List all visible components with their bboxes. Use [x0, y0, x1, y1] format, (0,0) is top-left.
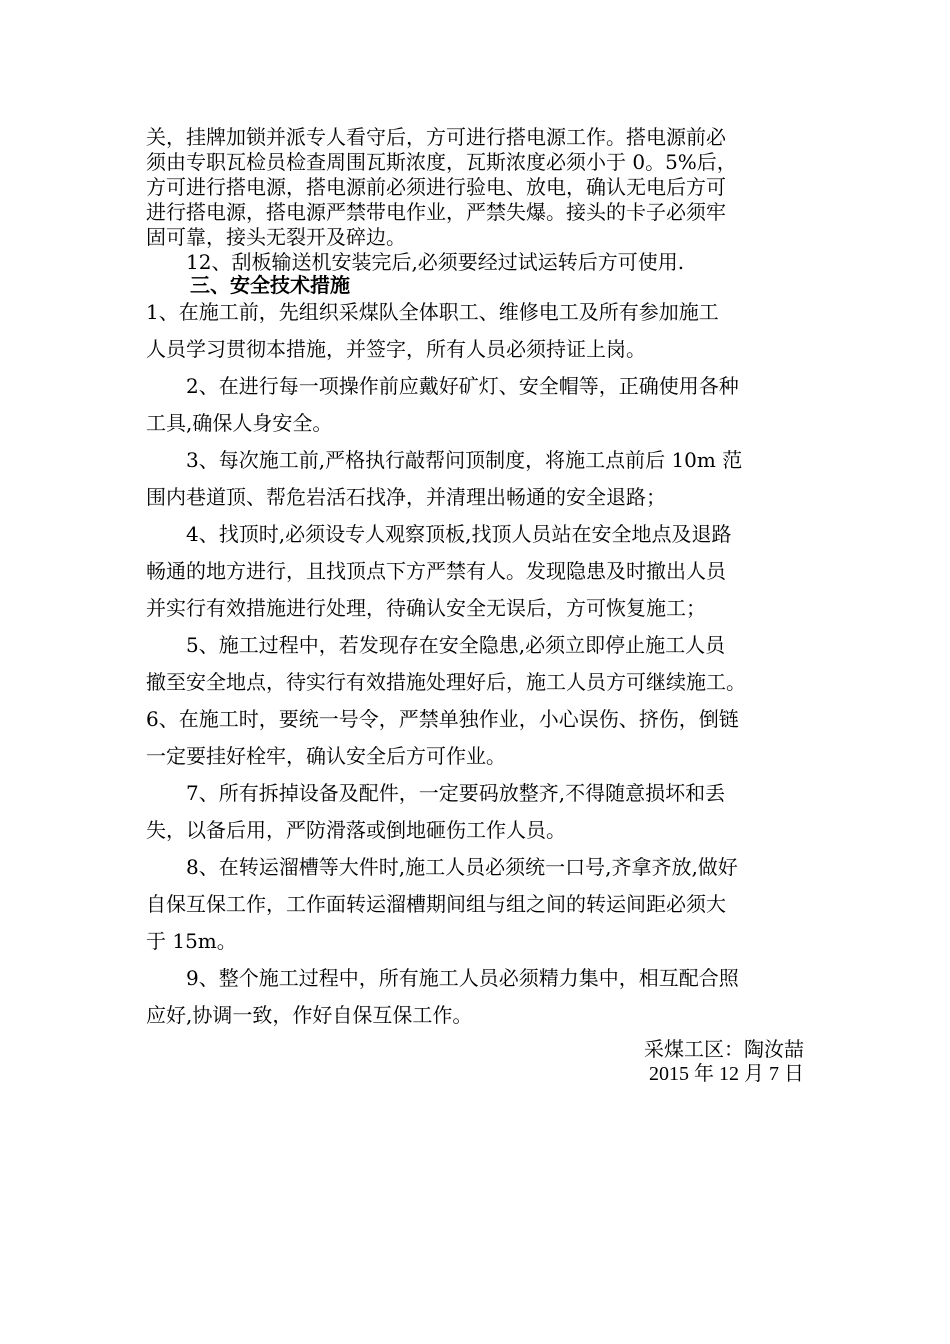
text-line: 人员学习贯彻本措施，并签字，所有人员必须持证上岗。 — [146, 337, 646, 361]
text-line: 于 15m。 — [146, 929, 237, 953]
text-line: 8、在转运溜槽等大件时,施工人员必须统一口号,齐拿齐放,做好 — [146, 855, 738, 879]
text-line: 9、整个施工过程中，所有施工人员必须精力集中，相互配合照 — [146, 966, 739, 990]
text-line: 4、找顶时,必须设专人观察顶板,找顶人员站在安全地点及退路 — [146, 522, 732, 546]
text-line: 6、在施工时，要统一号令，严禁单独作业，小心误伤、挤伤，倒链 — [146, 707, 739, 731]
text-line: 关，挂牌加锁并派专人看守后，方可进行搭电源工作。搭电源前必 — [146, 125, 726, 149]
text-line: 7、所有拆掉设备及配件，一定要码放整齐,不得随意损坏和丢 — [146, 781, 726, 805]
text-line: 并实行有效措施进行处理，待确认安全无误后，方可恢复施工； — [146, 596, 706, 620]
section-heading: 三、安全技术措施 — [190, 273, 350, 297]
signature-department: 采煤工区：陶汝喆 — [644, 1039, 804, 1061]
text-line: 进行搭电源，搭电源严禁带电作业，严禁失爆。接头的卡子必须牢 — [146, 200, 726, 224]
text-line: 围内巷道顶、帮危岩活石找净，并清理出畅通的安全退路； — [146, 485, 666, 509]
text-line: 自保互保工作，工作面转运溜槽期间组与组之间的转运间距必须大 — [146, 892, 726, 916]
text-line: 5、施工过程中，若发现存在安全隐患,必须立即停止施工人员 — [146, 633, 726, 657]
text-line: 2、在进行每一项操作前应戴好矿灯、安全帽等，正确使用各种 — [146, 374, 739, 398]
text-line: 固可靠，接头无裂开及碎边。 — [146, 225, 406, 249]
text-line: 1、在施工前，先组织采煤队全体职工、维修电工及所有参加施工 — [146, 300, 719, 324]
signature-date: 2015 年 12 月 7 日 — [649, 1063, 804, 1085]
text-line: 12、刮板输送机安装完后,必须要经过试运转后方可使用. — [146, 250, 685, 274]
text-line: 失，以备后用，严防滑落或倒地砸伤工作人员。 — [146, 818, 566, 842]
text-line: 3、每次施工前,严格执行敲帮问顶制度，将施工点前后 10m 范 — [146, 448, 743, 472]
text-line: 撤至安全地点，待实行有效措施处理好后，施工人员方可继续施工。 — [146, 670, 746, 694]
text-line: 方可进行搭电源，搭电源前必须进行验电、放电，确认无电后方可 — [146, 175, 726, 199]
text-line: 一定要挂好栓牢，确认安全后方可作业。 — [146, 744, 506, 768]
text-line: 应好,协调一致，作好自保互保工作。 — [146, 1003, 473, 1027]
text-line: 畅通的地方进行，且找顶点下方严禁有人。发现隐患及时撤出人员 — [146, 559, 726, 583]
text-line: 工具,确保人身安全。 — [146, 411, 333, 435]
text-line: 须由专职瓦检员检查周围瓦斯浓度，瓦斯浓度必须小于 0。5%后， — [146, 150, 737, 174]
